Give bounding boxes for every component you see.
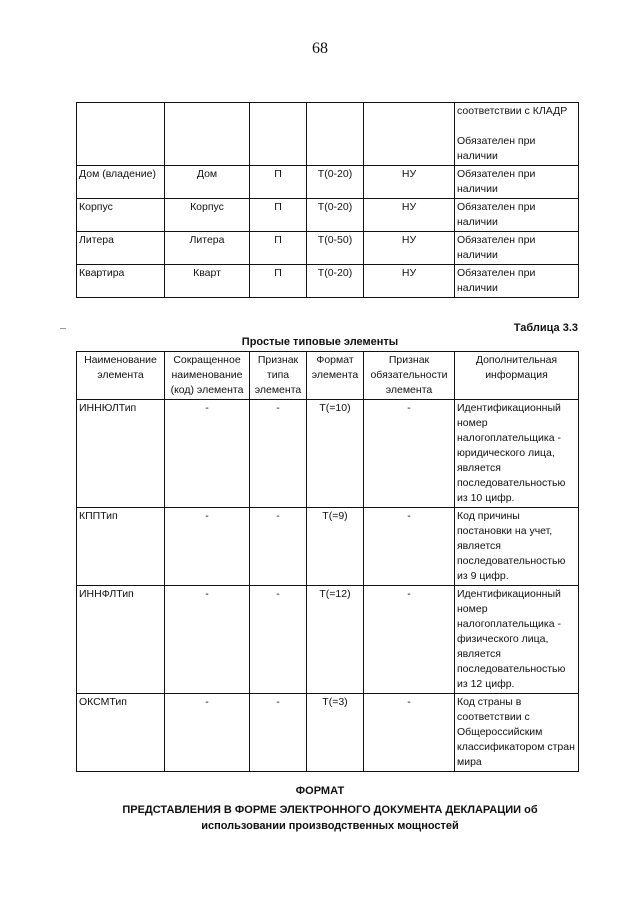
table-row	[77, 400, 579, 508]
element-format: T(=12)	[307, 586, 364, 694]
element-short-name: -	[165, 694, 250, 772]
table-row	[77, 232, 579, 265]
margin-mark	[60, 328, 66, 329]
element-requirement: -	[364, 586, 455, 694]
element-format	[307, 103, 364, 166]
element-info: Идентификационный номер налогоплательщика - физического лица, является последовательностью из 12 цифр.	[455, 586, 579, 694]
element-requirement: -	[364, 694, 455, 772]
element-type: П	[250, 166, 307, 199]
table-header-row	[77, 352, 579, 400]
element-requirement: -	[364, 508, 455, 586]
element-format: T(=10)	[307, 400, 364, 508]
column-header: Наименование элемента	[77, 352, 165, 400]
element-short-name: -	[165, 586, 250, 694]
element-format: T(0-20)	[307, 166, 364, 199]
table-row	[77, 694, 579, 772]
element-info: Обязателен при наличии	[455, 166, 579, 199]
element-name: Квартира	[77, 265, 165, 298]
element-format: T(=3)	[307, 694, 364, 772]
format-subtitle: ПРЕДСТАВЛЕНИЯ В ФОРМЕ ЭЛЕКТРОННОГО ДОКУМЕНТА ДЕКЛАРАЦИИ об использовании производственных мощностей	[122, 804, 538, 832]
column-header: Формат элемента	[307, 352, 364, 400]
element-requirement: НУ	[364, 166, 455, 199]
element-requirement: -	[364, 400, 455, 508]
element-requirement: НУ	[364, 199, 455, 232]
element-type: П	[250, 199, 307, 232]
element-short-name: -	[165, 508, 250, 586]
element-name: Корпус	[77, 199, 165, 232]
element-type: -	[250, 694, 307, 772]
element-name: Дом (владение)	[77, 166, 165, 199]
table-row	[77, 166, 579, 199]
element-name	[77, 103, 165, 166]
element-requirement	[364, 103, 455, 166]
element-name: ИННЮЛТип	[77, 400, 165, 508]
element-short-name: Литера	[165, 232, 250, 265]
element-short-name: Кварт	[165, 265, 250, 298]
column-header: Признак типа элемента	[250, 352, 307, 400]
table-row	[77, 103, 579, 166]
element-info: Идентификационный номер налогоплательщика - юридического лица, является последовательностью из 10 цифр.	[455, 400, 579, 508]
column-header: Сокращенное наименование (код) элемента	[165, 352, 250, 400]
element-info: Код причины постановки на учет, является последовательностью из 9 цифр.	[455, 508, 579, 586]
format-title: ФОРМАТ	[295, 785, 345, 797]
element-format: T(0-20)	[307, 199, 364, 232]
element-info: Обязателен при наличии	[455, 199, 579, 232]
element-short-name: Корпус	[165, 199, 250, 232]
element-info: Код страны в соответствии с Общероссийским классификатором стран мира	[455, 694, 579, 772]
element-type: П	[250, 232, 307, 265]
element-info: Обязателен при наличии	[455, 265, 579, 298]
element-short-name: -	[165, 400, 250, 508]
element-short-name	[165, 103, 250, 166]
table-row	[77, 508, 579, 586]
element-type: -	[250, 400, 307, 508]
column-header: Признак обязательности элемента	[364, 352, 455, 400]
element-info: Обязателен при наличии	[455, 232, 579, 265]
element-type: П	[250, 265, 307, 298]
simple-types-table	[76, 351, 579, 772]
address-elements-table	[76, 102, 579, 298]
element-short-name: Дом	[165, 166, 250, 199]
table-row	[77, 199, 579, 232]
table-number: Таблица 3.3	[513, 322, 578, 334]
element-name: КППТип	[77, 508, 165, 586]
element-name: Литера	[77, 232, 165, 265]
table-row	[77, 586, 579, 694]
element-format: T(0-50)	[307, 232, 364, 265]
element-type	[250, 103, 307, 166]
element-name: ИННФЛТип	[77, 586, 165, 694]
element-format: T(=9)	[307, 508, 364, 586]
element-type: -	[250, 586, 307, 694]
page-number: 68	[312, 40, 328, 57]
element-requirement: НУ	[364, 265, 455, 298]
element-info: соответствии с КЛАДР Обязателен при наличии	[455, 103, 579, 166]
element-format: T(0-20)	[307, 265, 364, 298]
element-requirement: НУ	[364, 232, 455, 265]
element-name: ОКСМТип	[77, 694, 165, 772]
element-type: -	[250, 508, 307, 586]
table-title: Простые типовые элементы	[241, 336, 399, 348]
table-row	[77, 265, 579, 298]
column-header: Дополнительная информация	[455, 352, 579, 400]
